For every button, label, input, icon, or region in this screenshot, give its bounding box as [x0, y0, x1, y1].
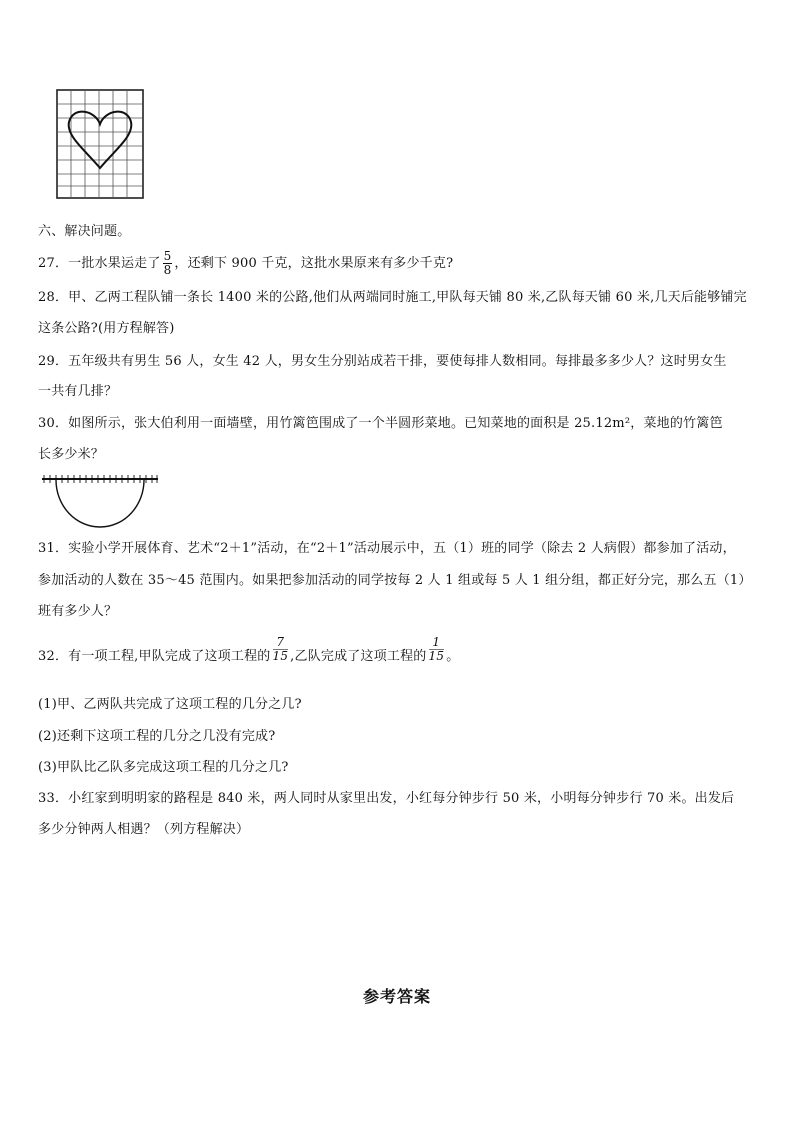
- question-text: 有一项工程,甲队完成了这项工程的: [68, 649, 271, 664]
- question-text: ,乙队完成了这项工程的: [290, 649, 427, 664]
- question-31-line1: [38, 541, 736, 557]
- question-31-line2: 参加活动的人数在 35～45 范围内。如果把参加活动的同学按每 2 人 1 组或每 5 人 1 组分组，都正好分完，那么五（1）: [38, 573, 752, 588]
- question-text: 如图所示，张大伯利用一面墙壁，用竹篱笆围成了一个半圆形菜地。已知菜地的面积是 25.12m²，菜地的竹篱笆: [68, 416, 723, 431]
- question-text: 甲、乙两工程队铺一条长 1400 米的公路,他们从两端同时施工,甲队每天铺 80 米,乙队每天铺 60 米,几天后能够铺完: [68, 290, 747, 305]
- fraction-seven-fifteenths: [273, 636, 289, 663]
- question-number: 32．: [38, 649, 69, 664]
- question-29-line2: 一共有几排？: [38, 384, 118, 399]
- question-27: [38, 250, 453, 277]
- question-number: 33．: [38, 791, 69, 806]
- fraction-numerator: 7: [273, 636, 289, 650]
- question-32-sub-1: (1)甲、乙两队共完成了这项工程的几分之几?: [38, 697, 302, 712]
- question-32-sub-3: (3)甲队比乙队多完成这项工程的几分之几?: [38, 760, 289, 775]
- answer-section-title: 参考答案: [362, 987, 431, 1006]
- question-33-line2: 多少分钟两人相遇？（列方程解决）: [38, 822, 250, 837]
- fraction-denominator: 8: [163, 263, 172, 277]
- question-text: ，还剩下 900 千克，这批水果原来有多少千克?: [174, 256, 454, 271]
- fraction-five-eighths: [163, 250, 173, 277]
- question-number: 29．: [38, 354, 69, 369]
- heart-grid-figure: [55, 88, 145, 200]
- section-title: 六、解决问题。: [38, 224, 131, 239]
- question-33-line1: [38, 791, 734, 807]
- question-number: 27．: [38, 256, 69, 271]
- question-32: [38, 635, 460, 672]
- question-30-line2: 长多少米？: [38, 447, 105, 462]
- question-text: 实验小学开展体育、艺术“2＋1”活动，在“2＋1”活动展示中，五（1）班的同学（除去 2 人病假）都参加了活动，: [68, 541, 736, 556]
- semicircle-garden-figure: [40, 474, 160, 530]
- question-number: 31．: [38, 541, 69, 556]
- fraction-numerator: 5: [163, 249, 172, 263]
- question-31-line3: 班有多少人？: [38, 604, 118, 619]
- question-29-line1: [38, 354, 727, 370]
- fraction-one-fifteenth: [429, 636, 445, 663]
- question-28-line2: 这条公路?(用方程解答): [38, 321, 175, 336]
- question-number: 28．: [38, 290, 69, 305]
- fraction-denominator: 15: [272, 649, 289, 663]
- question-text: 五年级共有男生 56 人，女生 42 人，男女生分别站成若干排，要使每排人数相同。每排最多多少人？这时男女生: [68, 354, 727, 369]
- question-28-line1: [38, 290, 747, 306]
- question-text: 一批水果运走了: [68, 256, 161, 271]
- question-32-sub-2: (2)还剩下这项工程的几分之几没有完成?: [38, 729, 276, 744]
- fraction-numerator: 1: [429, 636, 445, 650]
- question-text: 。: [446, 649, 460, 664]
- question-30-line1: [38, 416, 723, 432]
- question-number: 30．: [38, 416, 69, 431]
- question-text: 小红家到明明家的路程是 840 米，两人同时从家里出发，小红每分钟步行 50 米，小明每分钟步行 70 米。出发后: [68, 791, 735, 806]
- fraction-denominator: 15: [428, 649, 445, 663]
